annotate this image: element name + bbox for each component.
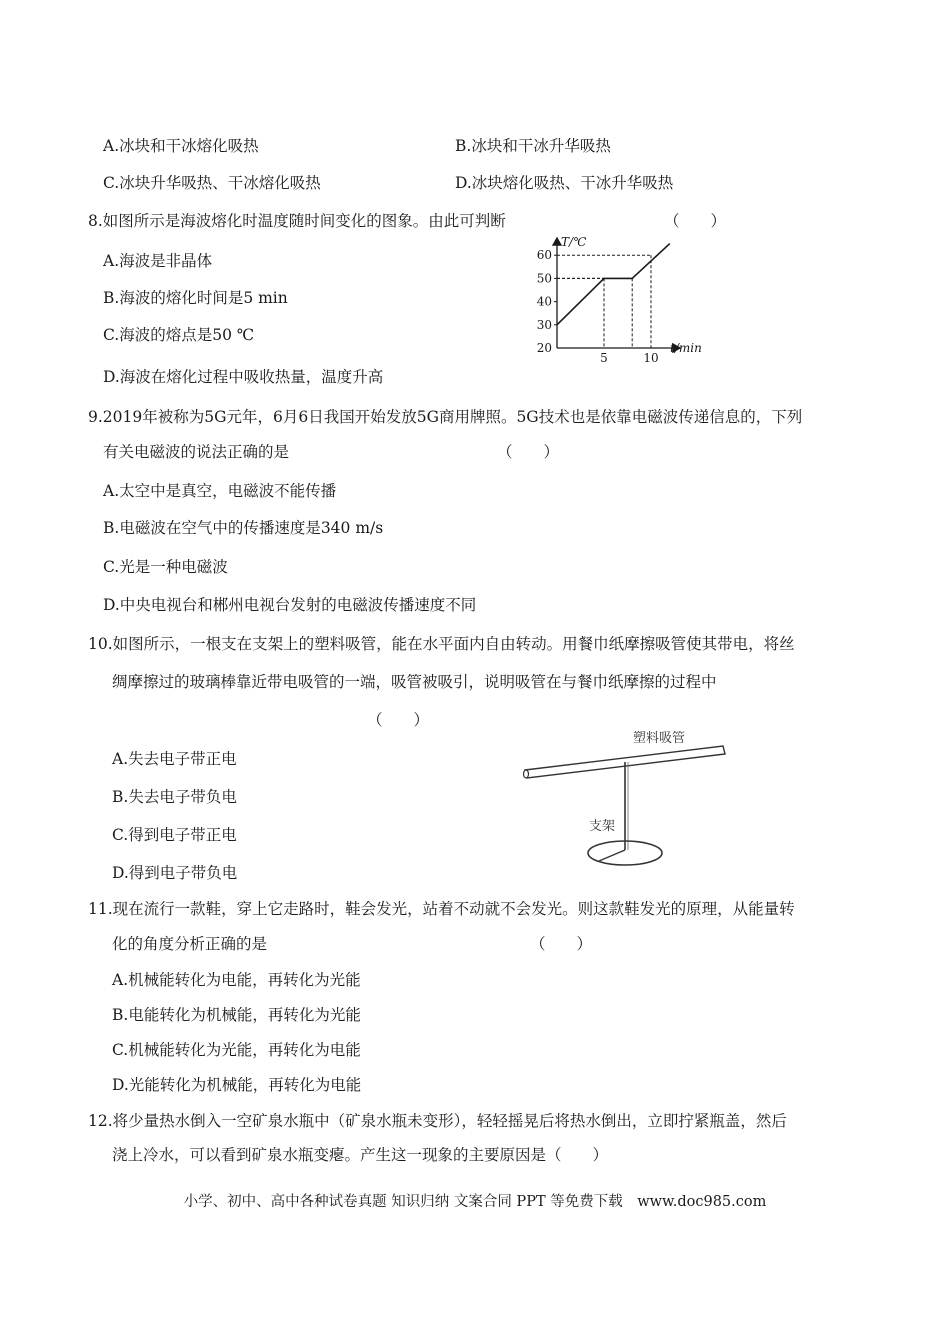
q8-answer-paren: （ ）: [664, 212, 727, 230]
q7-option-c: C.冰块升华吸热、干冰熔化吸热: [103, 174, 321, 192]
x-tick-label: 10: [643, 351, 659, 364]
q11-option-d: D.光能转化为机械能，再转化为电能: [112, 1076, 362, 1094]
q7-option-a: A.冰块和干冰熔化吸热: [103, 137, 259, 155]
q9-option-a: A.太空中是真空，电磁波不能传播: [103, 482, 337, 500]
y-tick-label: 30: [536, 317, 552, 332]
q8-stem: 8.如图所示是海波熔化时温度随时间变化的图象。由此可判断: [88, 212, 506, 230]
q12-stem-line2: 浇上冷水，可以看到矿泉水瓶变瘪。产生这一现象的主要原因是（ ）: [112, 1146, 609, 1164]
q10-option-b: B.失去电子带负电: [112, 788, 237, 806]
x-tick-label: 5: [600, 351, 608, 364]
q11-answer-paren: （ ）: [530, 935, 593, 953]
q11-option-b: B.电能转化为机械能，再转化为光能: [112, 1006, 361, 1024]
q10-option-c: C.得到电子带正电: [112, 826, 237, 844]
q9-option-b: B.电磁波在空气中的传播速度是340 m/s: [103, 519, 384, 537]
q10-option-d: D.得到电子带负电: [112, 864, 238, 882]
y-tick-label: 40: [536, 294, 552, 309]
y-tick-label: 60: [536, 248, 552, 263]
q7-option-d: D.冰块熔化吸热、干冰升华吸热: [455, 174, 674, 192]
q11-stem-line1: 11.现在流行一款鞋，穿上它走路时，鞋会发光，站着不动就不会发光。则这款鞋发光的原理，从能量转: [88, 900, 795, 918]
straw-label: 塑料吸管: [633, 731, 686, 746]
x-axis-label: t/min: [670, 341, 702, 355]
q10-stem-line1: 10.如图所示，一根支在支架上的塑料吸管，能在水平面内自由转动。用餐巾纸摩擦吸管使其带电，将丝: [88, 635, 795, 653]
q9-stem-line1: 9.2019年被称为5G元年，6月6日我国开始发放5G商用牌照。5G技术也是依靠电磁波传递信息的，下列: [88, 408, 803, 426]
melting-temperature-chart: [520, 232, 720, 364]
q11-option-c: C.机械能转化为光能，再转化为电能: [112, 1041, 361, 1059]
q9-option-d: D.中央电视台和郴州电视台发射的电磁波传播速度不同: [103, 596, 477, 614]
page-footer: 小学、初中、高中各种试卷真题 知识归纳 文案合同 PPT 等免费下载 www.doc985.com: [183, 1194, 767, 1210]
stand-label: 支架: [589, 819, 616, 834]
q7-option-b: B.冰块和干冰升华吸热: [455, 137, 611, 155]
temperature-line: [557, 244, 670, 325]
q10-stem-line2: 绸摩擦过的玻璃棒靠近带电吸管的一端，吸管被吸引，说明吸管在与餐巾纸摩擦的过程中: [112, 673, 717, 691]
q8-option-b: B.海波的熔化时间是5 min: [103, 289, 288, 307]
q9-option-c: C.光是一种电磁波: [103, 558, 228, 576]
y-tick-label: 50: [536, 271, 552, 286]
q8-option-d: D.海波在熔化过程中吸收热量，温度升高: [103, 368, 384, 386]
q8-option-c: C.海波的熔点是50 ℃: [103, 326, 255, 344]
y-axis-label: T/℃: [561, 235, 587, 249]
straw-on-stand-figure: [515, 722, 735, 872]
q11-stem-line2: 化的角度分析正确的是: [112, 935, 268, 953]
q11-option-a: A.机械能转化为电能，再转化为光能: [112, 971, 361, 989]
y-tick-label: 20: [536, 341, 552, 355]
q8-option-a: A.海波是非晶体: [103, 252, 213, 270]
q9-answer-paren: （ ）: [497, 443, 560, 461]
q9-stem-line2: 有关电磁波的说法正确的是: [103, 443, 290, 461]
q10-answer-paren: （ ）: [367, 711, 430, 729]
q12-stem-line1: 12.将少量热水倒入一空矿泉水瓶中（矿泉水瓶未变形），轻轻摇晃后将热水倒出，立即拧紧瓶盖，然后: [88, 1112, 787, 1130]
q10-option-a: A.失去电子带正电: [112, 750, 237, 768]
